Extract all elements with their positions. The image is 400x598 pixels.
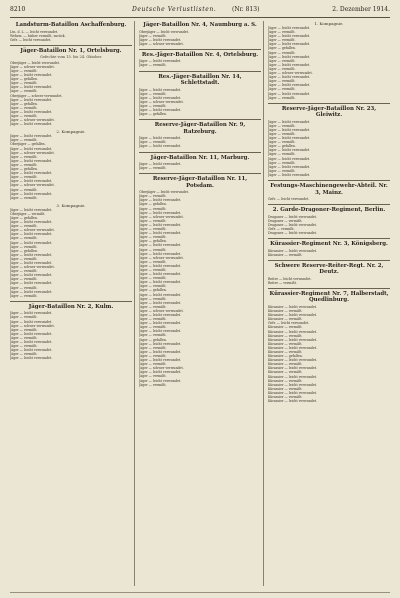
section-rule	[139, 49, 261, 50]
list-item: Jäger — leicht verwundet.	[268, 75, 311, 80]
section-rule	[139, 71, 261, 72]
list-item: Jäger — leicht verwundet.	[139, 136, 182, 141]
list-item: Jäger — schwer verwundet.	[139, 99, 184, 104]
list-item: Jäger — gefallen.	[10, 101, 38, 106]
footer-rule	[10, 592, 390, 593]
list-item: Kürassier — vermißt.	[268, 333, 303, 338]
list-item: Jäger — leicht verwundet.	[139, 341, 182, 346]
list-item: Jäger — leicht verwundet.	[139, 251, 182, 256]
list-item: Jäger — leicht verwundet.	[10, 158, 53, 163]
list-item: Jäger — vermißt.	[139, 267, 167, 272]
list-item: Jäger — vermißt.	[268, 79, 296, 84]
list-item: Kürassier — leicht verwundet.	[268, 399, 318, 404]
list-item: Jäger — gefallen.	[10, 248, 38, 253]
list-item: Jäger — vermißt.	[139, 333, 167, 338]
list-item: Jäger — vermißt.	[139, 284, 167, 289]
list-item: Kürassier — leicht verwundet.	[268, 313, 318, 318]
list-item: Jäger — vermißt.	[268, 30, 296, 35]
list-item: Jäger — vermißt.	[139, 194, 167, 199]
section-rule	[268, 288, 390, 289]
section-heading: Jäger-Bataillon Nr. 2, Kulm.	[28, 303, 114, 310]
list-item: Jäger — leicht verwundet.	[139, 358, 182, 363]
list-item: Jäger — schwer verwundet.	[10, 64, 55, 69]
list-item: Jäger — leicht verwundet.	[268, 148, 311, 153]
list-item: Kürassier — leicht verwundet.	[268, 345, 318, 350]
list-item: Jäger — vermißt.	[268, 58, 296, 63]
list-item: Jäger — leicht verwundet.	[10, 85, 53, 90]
list-section	[139, 152, 261, 171]
list-item: Jäger — leicht verwundet.	[10, 191, 53, 196]
list-item: Jäger — vermißt.	[10, 277, 38, 282]
section-rule	[10, 301, 132, 302]
list-item: Kürassier — vermißt.	[268, 309, 303, 314]
list-item: Kürassier — leicht verwundet.	[268, 337, 318, 342]
list-item: Jäger — leicht verwundet.	[139, 210, 182, 215]
list-item: Jäger — vermißt.	[268, 131, 296, 136]
list-item: Jäger — leicht verwundet.	[139, 300, 182, 305]
column-divider	[263, 21, 264, 586]
list-item: Jäger — leicht verwundet.	[268, 91, 311, 96]
list-item: Jäger — vermißt.	[10, 285, 38, 290]
list-item: Jäger — leicht verwundet.	[139, 263, 182, 268]
list-item: Jäger — leicht verwundet.	[10, 207, 53, 212]
page-header	[10, 4, 390, 16]
list-item: Dragoner — leicht verwundet.	[268, 230, 317, 235]
list-item: Jäger — leicht verwundet.	[268, 83, 311, 88]
list-item: Jäger — leicht verwundet.	[268, 54, 311, 59]
list-item: Jäger — leicht verwundet.	[10, 240, 53, 245]
section-rule	[268, 103, 390, 104]
list-item: Kürassier — vermißt.	[268, 386, 303, 391]
list-item: Jäger — vermißt.	[10, 344, 38, 349]
list-item: Oberjäger — schwer verwundet.	[10, 93, 63, 98]
list-item: Kürassier — vermißt.	[268, 378, 303, 383]
list-item: Jäger — vermißt.	[139, 103, 167, 108]
list-item: Wehrm. — bisher vermißt, zurück.	[10, 33, 66, 38]
list-item: Oberjäger — leicht verwundet.	[10, 60, 60, 65]
list-item: Jäger — vermißt.	[139, 206, 167, 211]
issue-date: 2. Dezember 1914.	[332, 6, 390, 13]
list-item: Jäger — vermißt.	[139, 382, 167, 387]
list-item: Jäger — vermißt.	[139, 296, 167, 301]
section-rule	[268, 180, 390, 181]
list-item: Jäger — vermißt.	[10, 162, 38, 167]
section-subheading: 1. Kompagnie.	[314, 21, 344, 26]
list-item: Jäger — vermißt.	[10, 224, 38, 229]
list-item: Jäger — vermißt.	[139, 247, 167, 252]
list-item: Jäger — gefallen.	[139, 202, 167, 207]
list-item: Jäger — gefallen.	[139, 288, 167, 293]
list-item: Jäger — vermißt.	[10, 269, 38, 274]
section-rule	[139, 152, 261, 153]
list-item: Jäger — vermißt.	[139, 218, 167, 223]
list-item: Kürassier — leicht verwundet.	[268, 248, 318, 253]
section-rule	[268, 238, 390, 239]
list-item: Jäger — vermißt.	[10, 236, 38, 241]
list-item: Jäger — leicht verwundet.	[268, 164, 311, 169]
list-item: Jäger — leicht verwundet.	[10, 97, 53, 102]
list-item: Jäger — vermißt.	[10, 256, 38, 261]
list-section	[268, 260, 390, 285]
list-item: Kürassier — leicht verwundet.	[268, 304, 318, 309]
list-section	[268, 21, 390, 100]
list-item: Jäger — vermißt.	[139, 325, 167, 330]
list-item: Jäger — vermißt.	[139, 235, 167, 240]
list-item: Jäger — vermißt.	[268, 123, 296, 128]
list-item: Jäger — leicht verwundet.	[10, 340, 53, 344]
section-heading: Kürassier-Regiment Nr. 3, Königsberg.	[270, 241, 388, 248]
list-item: Jäger — leicht verwundet.	[268, 34, 311, 39]
list-item: Dragoner — leicht verwundet.	[268, 222, 317, 227]
list-item: Jäger — vermißt.	[139, 345, 167, 350]
section-heading: Reserve-Jäger-Bataillon Nr. 23, Gleiwitz.	[281, 105, 377, 119]
list-item: Jäger — vermißt.	[10, 154, 38, 159]
list-item: Jäger — leicht verwundet.	[10, 146, 53, 151]
list-item: Jäger — vermißt.	[10, 352, 38, 357]
list-item: Jäger — leicht verwundet.	[10, 273, 53, 278]
list-item: Jäger — vermißt.	[10, 175, 38, 180]
list-item: Jäger — vermißt.	[139, 91, 167, 96]
list-item: Jäger — vermißt.	[139, 353, 167, 358]
section-rule	[268, 204, 390, 205]
section-heading: Jäger-Bataillon Nr. 4, Naumburg a. S.	[143, 22, 257, 28]
list-item: Jäger — vermißt.	[10, 244, 38, 249]
list-item: Jäger — vermißt.	[139, 304, 167, 309]
list-section	[268, 180, 390, 201]
header-rule	[10, 17, 390, 18]
list-item: Jäger — vermißt.	[268, 160, 296, 165]
list-item: Jäger — leicht verwundet.	[10, 220, 53, 225]
list-item: Jäger — vermißt.	[10, 335, 38, 340]
list-item: Jäger — leicht verwundet.	[10, 356, 53, 361]
list-item: Kürassier — vermißt.	[268, 395, 303, 399]
list-item: Jäger — schwer verwundet.	[10, 228, 55, 233]
section-heading: 2. Garde-Dragoner-Regiment, Berlin.	[272, 207, 386, 214]
list-item: Jäger — leicht verwundet.	[10, 289, 53, 294]
section-subheading: 2. Kompagnie.	[56, 129, 86, 135]
list-section	[268, 103, 390, 177]
list-item: Jäger — vermißt.	[139, 259, 167, 264]
list-item: Jäger — leicht verwundet.	[268, 26, 311, 30]
section-subheading: Gefechte vom 15. bis 24. Oktober.	[39, 55, 102, 60]
list-item: Jäger — leicht verwundet.	[268, 62, 311, 67]
list-item: Jäger — schwer verwundet.	[10, 265, 55, 270]
list-item: Jäger — leicht verwundet.	[139, 280, 182, 285]
list-item: Kürassier — vermißt.	[268, 341, 303, 346]
list-item: Kürassier — leicht verwundet.	[268, 329, 318, 334]
list-section	[139, 173, 261, 387]
list-item: Jäger — schwer verwundet.	[10, 183, 55, 188]
list-item: Gefr. — vermißt.	[268, 226, 295, 231]
list-section	[268, 238, 390, 257]
list-item: Jäger — vermißt.	[268, 87, 296, 92]
list-item: Jäger — leicht verwundet.	[10, 122, 53, 127]
list-item: Jäger — leicht verwundet.	[139, 349, 182, 354]
list-item: Kürassier — leicht verwundet.	[268, 382, 318, 387]
list-item: Jäger — vermißt.	[139, 362, 167, 367]
list-item: Jäger — leicht verwundet.	[139, 272, 182, 277]
list-item: Jäger — vermißt.	[10, 81, 38, 86]
list-item: Jäger — leicht verwundet.	[139, 313, 182, 317]
section-heading: Jäger-Bataillon Nr. 11, Marburg.	[150, 154, 250, 161]
list-item: Jäger — leicht verwundet.	[139, 59, 182, 64]
list-item: Jäger — leicht verwundet.	[268, 172, 311, 177]
list-item: Jäger — gefallen.	[10, 167, 38, 172]
list-section	[10, 203, 132, 298]
list-item: Jäger — leicht verwundet.	[139, 321, 182, 326]
list-item: Jäger — leicht verwundet.	[139, 231, 182, 236]
list-item: Kürassier — vermißt.	[268, 349, 303, 354]
list-item: Jäger — leicht verwundet.	[139, 87, 182, 92]
section-heading: Reserve-Jäger-Bataillon Nr. 11, Potsdam.	[152, 176, 248, 189]
list-item: Jäger — leicht verwundet.	[139, 37, 182, 42]
list-item: Jäger — leicht verwundet.	[139, 144, 182, 149]
list-item: Jäger — schwer verwundet.	[139, 255, 184, 260]
list-item: Jäger — leicht verwundet.	[10, 134, 53, 139]
list-item: Jäger — vermißt.	[139, 63, 167, 68]
list-item: Jäger — leicht verwundet.	[10, 331, 53, 336]
section-heading: Res.-Jäger-Bataillon Nr. 4, Ortelsburg.	[141, 51, 259, 58]
list-item: Jäger — vermißt.	[139, 317, 167, 322]
list-item: Kürassier — vermißt.	[268, 362, 303, 367]
list-item: Kürassier — leicht verwundet.	[268, 374, 318, 379]
list-item: Jäger — vermißt.	[10, 327, 38, 332]
list-item: Kürassier — gefallen.	[268, 354, 303, 359]
list-item: Oberjäger — vermißt.	[10, 211, 46, 216]
list-item: Jäger — leicht verwundet.	[10, 171, 53, 176]
section-rule	[268, 260, 390, 261]
list-section	[268, 288, 390, 403]
list-item: Jäger — leicht verwundet.	[268, 42, 311, 47]
list-item: Jäger — leicht verwundet.	[139, 378, 182, 383]
list-section	[139, 49, 261, 68]
list-item: Jäger — leicht verwundet.	[268, 136, 311, 141]
list-item: Jäger — vermißt.	[268, 168, 296, 173]
list-item: Jäger — leicht verwundet.	[139, 243, 182, 248]
list-item: Jäger — leicht verwundet.	[10, 109, 53, 114]
list-item: Jäger — vermißt.	[10, 195, 38, 200]
publication-title: Deutsche Verlustlisten.	[132, 6, 217, 13]
list-item: Jäger — vermißt.	[268, 50, 296, 55]
list-item: Jäger — gefallen.	[139, 239, 167, 244]
list-item: Jäger — gefallen.	[139, 112, 167, 117]
section-rule	[10, 45, 132, 46]
list-item: Jäger — vermißt.	[10, 293, 38, 298]
list-item: Jäger — leicht verwundet.	[139, 222, 182, 227]
list-item: Jäger — leicht verwundet.	[10, 348, 53, 353]
section-heading: Kürassier-Regiment Nr. 7, Halberstadt, Quedlinburg.	[269, 290, 389, 304]
list-item: Jäger — vermißt.	[10, 315, 38, 320]
list-item: Jäger — vermißt.	[10, 138, 38, 143]
list-item: Jäger — vermißt.	[139, 276, 167, 281]
list-item: Jäger — vermißt.	[10, 68, 38, 73]
list-item: Jäger — vermißt.	[10, 89, 38, 94]
list-item: Jäger — leicht verwundet.	[139, 162, 182, 166]
section-rule	[139, 173, 261, 174]
list-section	[139, 119, 261, 148]
column-1	[10, 21, 132, 586]
section-subheading: 3. Kompagnie.	[56, 202, 86, 208]
list-item: Oberjäger — leicht verwundet.	[139, 190, 189, 195]
list-section	[10, 301, 132, 361]
list-item: Jäger — leicht verwundet.	[268, 127, 311, 132]
list-item: Jäger — vermißt.	[10, 114, 38, 118]
list-item: Jäger — schwer verwundet.	[268, 71, 313, 76]
list-item: Kürassier — leicht verwundet.	[268, 366, 318, 371]
column-3	[268, 21, 390, 586]
list-item: Kürassier — vermißt.	[268, 317, 303, 322]
list-section	[139, 22, 261, 46]
section-heading: Jäger-Bataillon Nr. 1, Ortelsburg.	[20, 47, 122, 54]
list-item: Jäger — vermißt.	[139, 374, 167, 379]
list-item: Jäger — vermißt.	[139, 33, 167, 38]
list-item: Jäger — gefallen.	[139, 337, 167, 342]
list-item: Jäger — leicht verwundet.	[10, 311, 53, 316]
section-rule	[139, 119, 261, 120]
list-item: Dragoner — leicht verwundet.	[268, 214, 317, 219]
list-item: Jäger — leicht verwundet.	[139, 95, 182, 100]
list-item: Gefr. — leicht verwundet.	[268, 197, 310, 201]
list-item: Jäger — leicht verwundet.	[10, 319, 53, 324]
list-item: Jäger — schwer verwundet.	[10, 150, 55, 155]
section-heading: Res.-Jäger-Bataillon Nr. 14, Schlettstadt.	[158, 73, 242, 87]
list-item: Jäger — leicht verwundet.	[139, 292, 182, 297]
list-item: Jäger — schwer verwundet.	[10, 323, 55, 328]
page-number: 8210	[10, 6, 26, 13]
list-item: Kürassier — vermißt.	[268, 252, 303, 257]
list-item: Jäger — schwer verwundet.	[139, 308, 184, 313]
list-item: Jäger — leicht verwundet.	[139, 108, 182, 113]
list-item: Dragoner — vermißt.	[268, 218, 303, 223]
section-heading: Schwere Reserve-Reiter-Regt. Nr. 2, Deutz.	[274, 262, 384, 276]
section-heading: Landsturm-Bataillon Aschaffenburg.	[15, 22, 127, 28]
issue-number: (Nr. 813)	[232, 6, 260, 13]
list-section	[10, 45, 132, 127]
list-item: Kürassier — leicht verwundet.	[268, 358, 318, 363]
list-item: Jäger — vermißt.	[268, 38, 296, 43]
list-item: Ltn. d. L. — leicht verwundet.	[10, 29, 59, 34]
list-item: Jäger — leicht verwundet.	[10, 261, 53, 265]
list-item: Jäger — vermißt.	[139, 166, 167, 171]
list-item: Jäger — gefallen.	[10, 77, 38, 82]
list-item: Kürassier — leicht verwundet.	[268, 390, 318, 395]
list-item: Jäger — leicht verwundet.	[10, 73, 53, 78]
list-item: Jäger — vermißt.	[268, 152, 296, 157]
list-item: Jäger — gefallen.	[10, 215, 38, 220]
list-item: Jäger — leicht verwundet.	[139, 198, 182, 203]
list-item: Kürassier — vermißt.	[268, 325, 303, 330]
list-item: Jäger — leicht verwundet.	[10, 179, 53, 184]
list-item: Jäger — schwer verwundet.	[10, 118, 55, 123]
list-item: Jäger — vermißt.	[10, 105, 38, 110]
list-item: Jäger — schwer verwundet.	[139, 214, 184, 219]
list-item: Jäger — leicht verwundet.	[10, 281, 53, 286]
list-item: Jäger — leicht verwundet.	[268, 119, 311, 124]
list-item: Jäger — schwer verwundet.	[139, 366, 184, 371]
list-item: Jäger — vermißt.	[139, 140, 167, 145]
list-section	[10, 129, 132, 200]
list-item: Gefr. — leicht verwundet.	[268, 321, 310, 326]
list-item: Jäger — vermißt.	[10, 187, 38, 192]
list-item: Jäger — vermißt.	[268, 66, 296, 71]
list-item: Kürassier — vermißt.	[268, 370, 303, 375]
list-item: Gefr. — leicht verwundet.	[10, 37, 52, 42]
list-item: Jäger — vermißt.	[268, 95, 296, 100]
list-item: Jäger — leicht verwundet.	[10, 252, 53, 257]
list-section	[10, 22, 132, 42]
list-item: Oberjäger — leicht verwundet.	[139, 29, 189, 34]
list-item: Reiter — leicht verwundet.	[268, 276, 312, 281]
column-2	[139, 21, 261, 586]
list-item: Jäger — leicht verwundet.	[268, 156, 311, 161]
list-item: Jäger — leicht verwundet.	[10, 232, 53, 237]
list-item: Jäger — leicht verwundet.	[139, 329, 182, 334]
list-item: Oberjäger — gefallen.	[10, 142, 46, 147]
list-item: Jäger — leicht verwundet.	[139, 370, 182, 375]
list-item: Jäger — gefallen.	[268, 144, 296, 149]
list-section	[139, 71, 261, 117]
list-section	[268, 204, 390, 235]
list-item: Jäger — vermißt.	[139, 227, 167, 232]
section-heading: Festungs-Maschinengewehr-Abteil. Nr. 3, Mainz.	[270, 183, 388, 196]
list-item: Reiter — vermißt.	[268, 280, 297, 285]
section-heading: Reserve-Jäger-Bataillon Nr. 9, Ratzeburg.	[154, 122, 246, 135]
list-item: Jäger — schwer verwundet.	[139, 41, 184, 46]
list-item: Jäger — gefallen.	[268, 46, 296, 51]
list-item: Jäger — vermißt.	[268, 140, 296, 145]
column-divider	[134, 21, 135, 586]
